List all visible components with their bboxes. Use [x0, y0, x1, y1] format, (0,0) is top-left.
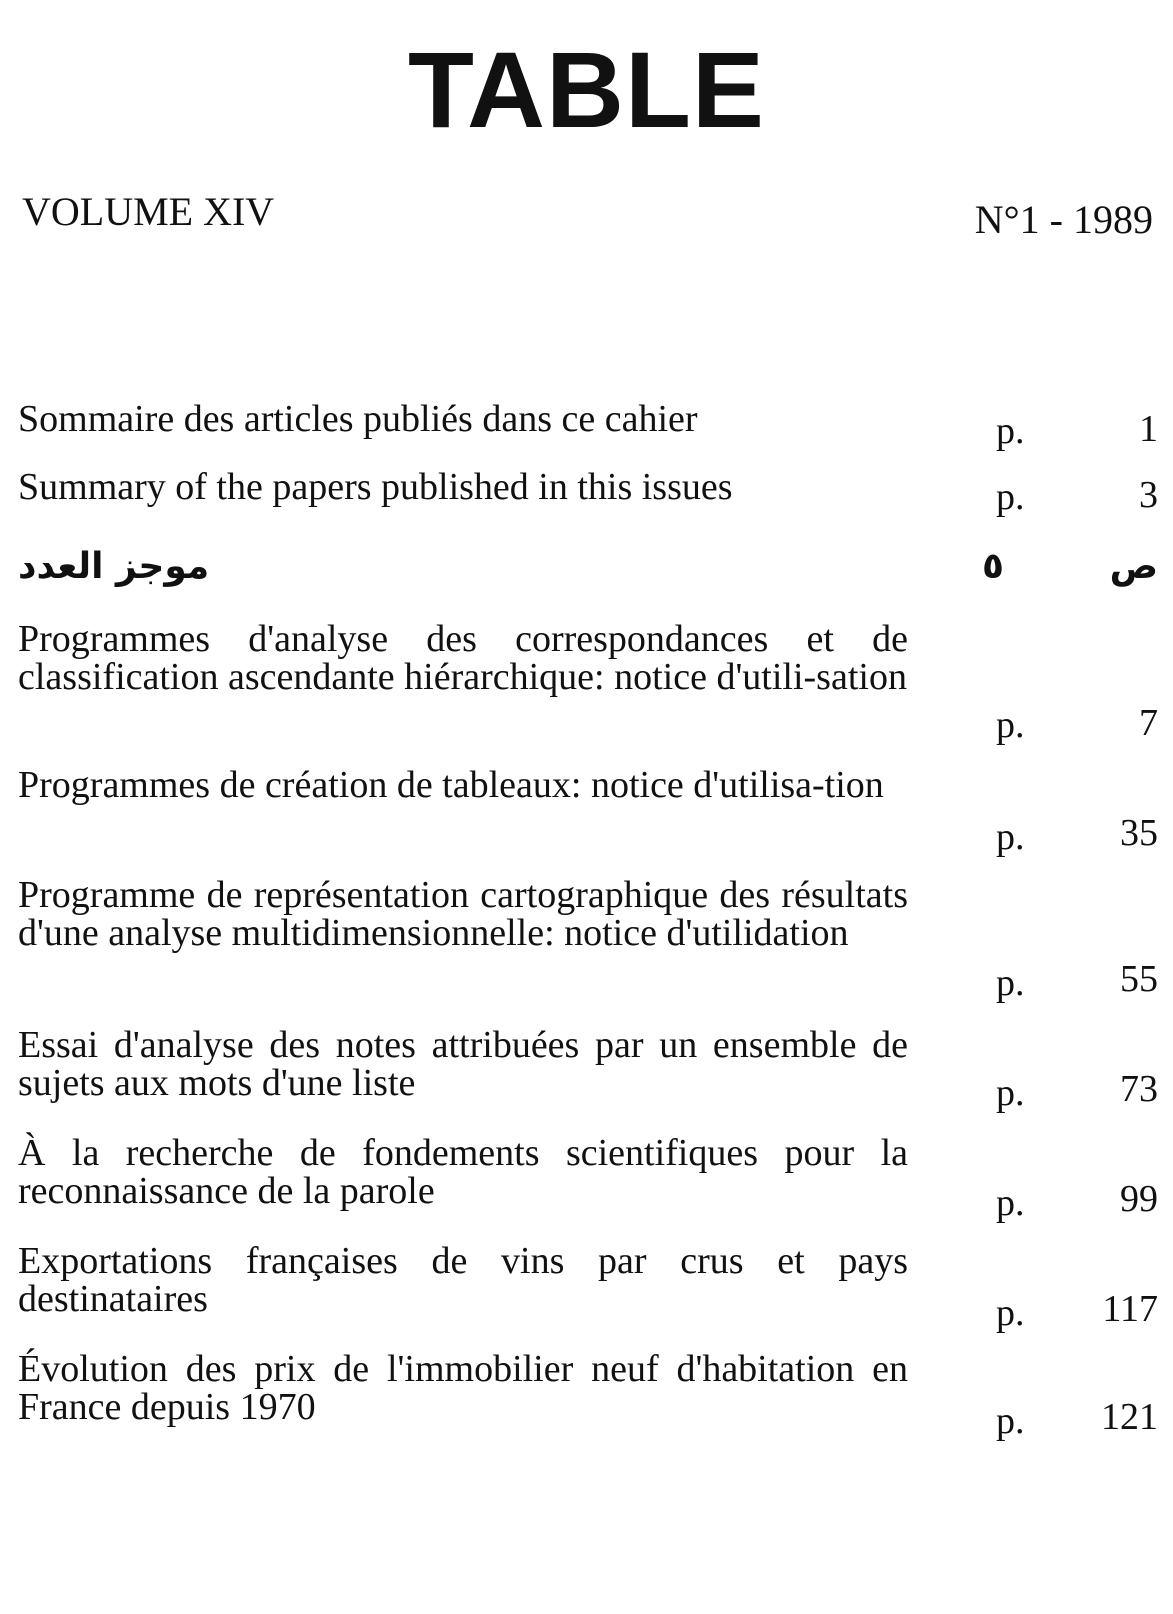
toc-entry: [18, 1242, 1158, 1352]
toc-entry-page: 121: [1101, 1396, 1158, 1438]
toc-entry-p: p.: [996, 1292, 1025, 1334]
toc-entry-p: p.: [996, 1182, 1025, 1224]
toc-entry-page: 99: [1120, 1178, 1158, 1220]
toc-entry-title: Évolution des prix de l'immobilier neuf d'habitation en France depuis 1970: [18, 1348, 908, 1428]
toc-entry-p: ٥: [982, 546, 1004, 587]
toc-entry-p: p.: [996, 410, 1025, 452]
toc-entry: [18, 1350, 1158, 1460]
toc-entry-page: ص: [1109, 546, 1158, 587]
toc-entry-page: 35: [1120, 812, 1158, 854]
toc-entry-p: p.: [996, 476, 1025, 518]
toc-entry-page: 1: [1139, 408, 1158, 450]
toc-entry: [18, 876, 1158, 1006]
toc-entry-title: Exportations françaises de vins par crus et pays destinataires: [18, 1240, 908, 1320]
toc-entry-p: p.: [996, 962, 1025, 1004]
toc-entry-p: p.: [996, 704, 1025, 746]
toc-entry-page: 73: [1120, 1068, 1158, 1110]
toc-entry-page: 117: [1102, 1288, 1158, 1330]
toc-entry-title: Essai d'analyse des notes attribuées par un ensemble de sujets aux mots d'une liste: [18, 1024, 908, 1104]
toc-entry: [18, 766, 1158, 876]
toc-entry-p: p.: [996, 1072, 1025, 1114]
toc-entry-page: 7: [1139, 702, 1158, 744]
toc-entry-title: À la recherche de fondements scientifiques pour la reconnaissance de la parole: [18, 1132, 908, 1212]
toc-entry-p: p.: [996, 816, 1025, 858]
toc-entry-p: p.: [996, 1400, 1025, 1442]
page-title: TABLE: [408, 29, 765, 150]
toc-entry-title: Sommaire des articles publiés dans ce cahier: [18, 398, 698, 440]
issue-label: N°1 - 1989: [974, 197, 1153, 242]
toc-entry-title: Programme de représentation cartographique des résultats d'une analyse multidimensionnelle: notice d'utilidation: [18, 874, 908, 954]
toc-entry-title: Programmes de création de tableaux: notice d'utilisa-tion: [18, 764, 884, 806]
volume-label: VOLUME XIV: [22, 189, 275, 234]
toc-entry-title: Programmes d'analyse des correspondances et de classification ascendante hiérarchique: notice d'utili-sation: [18, 618, 908, 698]
toc-entry-page: 55: [1120, 958, 1158, 1000]
toc-entry: [18, 1134, 1158, 1244]
toc-entry-page: 3: [1139, 474, 1158, 516]
toc-entry: [18, 1026, 1158, 1136]
toc-entry: [18, 620, 1158, 750]
toc-entry-title: موجز العدد: [18, 546, 210, 587]
toc-entry-title: Summary of the papers published in this issues: [18, 466, 733, 508]
